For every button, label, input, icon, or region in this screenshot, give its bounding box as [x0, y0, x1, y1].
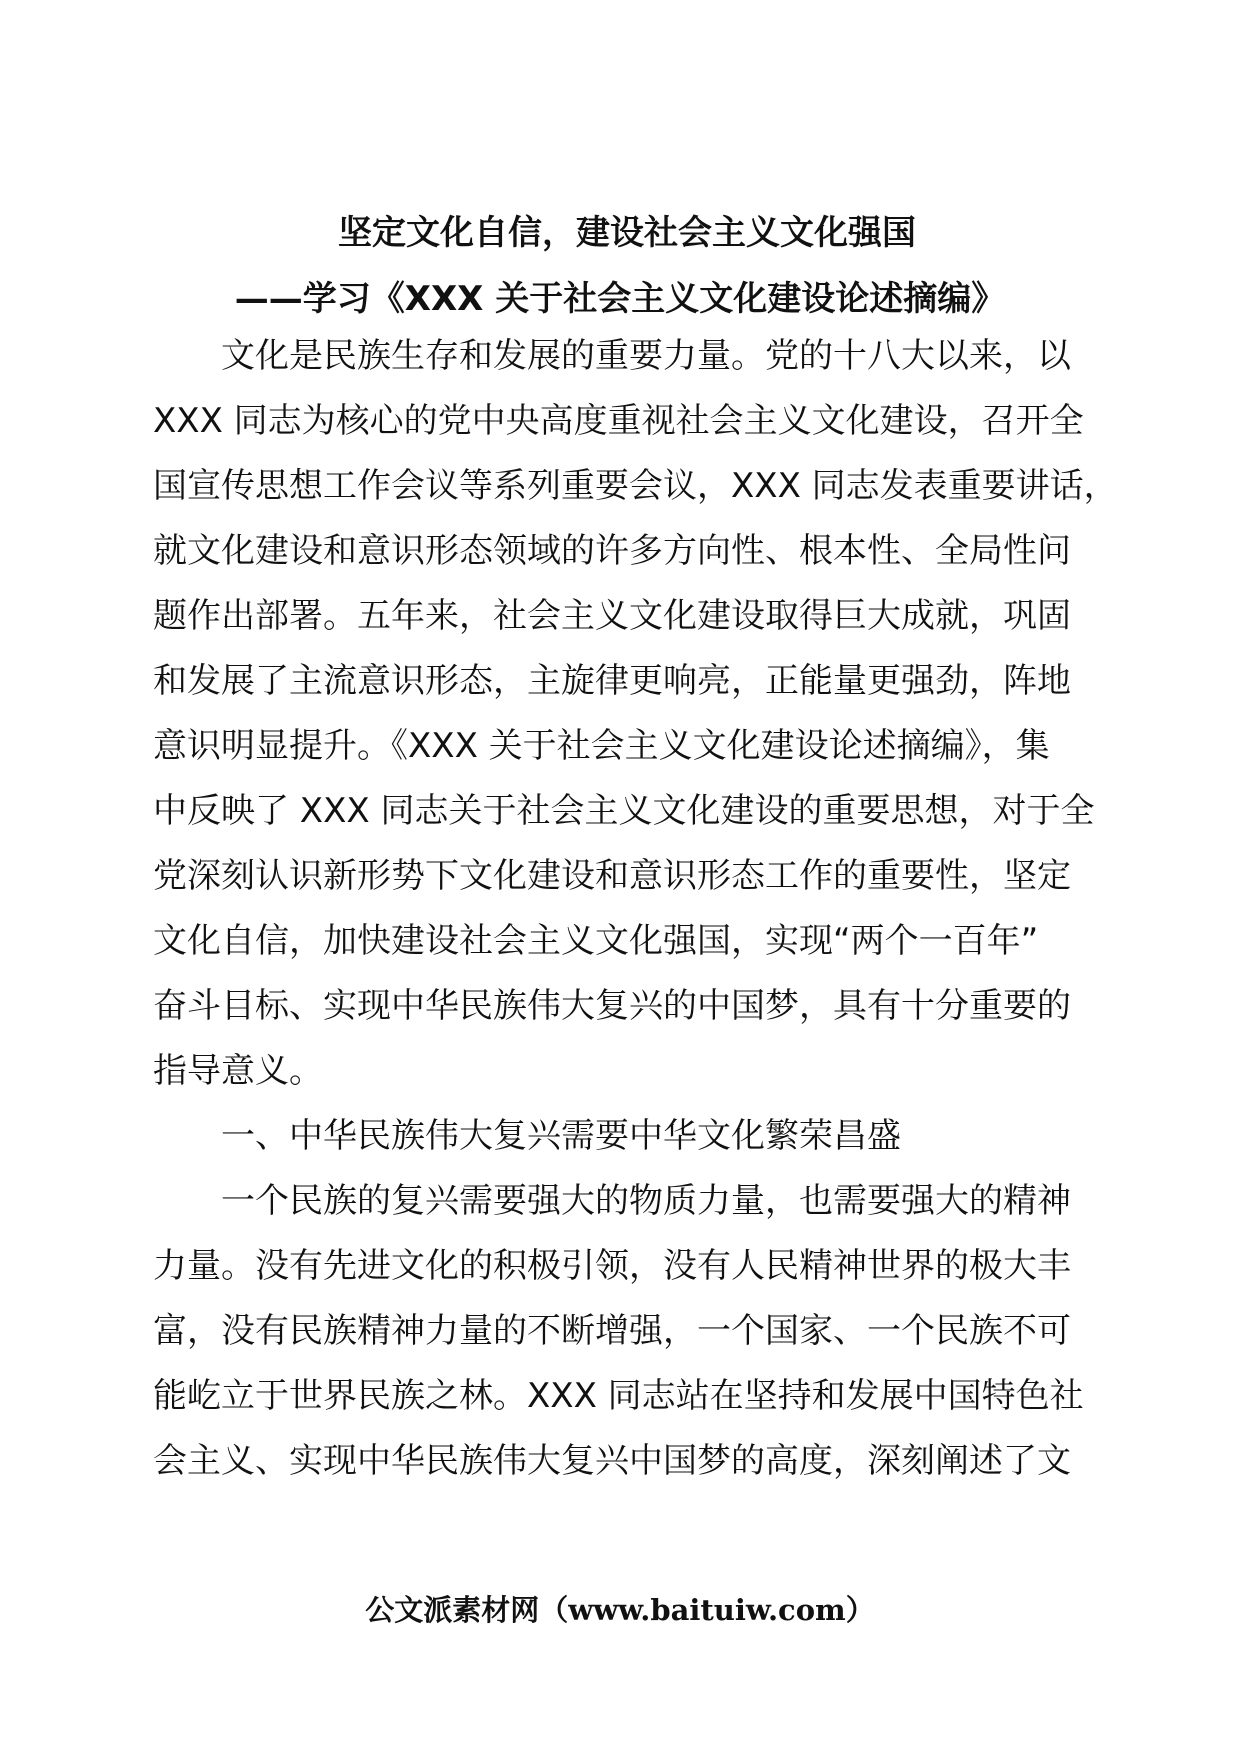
body-line: 富，没有民族精神力量的不断增强，一个国家、一个民族不可: [153, 1311, 1071, 1351]
body-line: 意识明显提升。《XXX 关于社会主义文化建设论述摘编》，集: [153, 726, 1050, 766]
body-line: 就文化建设和意识形态领域的许多方向性、根本性、全局性问: [153, 531, 1071, 571]
body-line: 力量。没有先进文化的积极引领，没有人民精神世界的极大丰: [153, 1246, 1071, 1286]
body-text: [153, 324, 1119, 1494]
title-block: [0, 200, 1240, 332]
body-line: 一个民族的复兴需要强大的物质力量，也需要强大的精神: [153, 1181, 1071, 1221]
footer-watermark: 公文派素材网（www.baituiw.com）: [365, 1593, 875, 1627]
body-line: 国宣传思想工作会议等系列重要会议，XXX 同志发表重要讲话，: [153, 466, 1118, 506]
body-line: 和发展了主流意识形态，主旋律更响亮，正能量更强劲，阵地: [153, 661, 1071, 701]
body-line: XXX 同志为核心的党中央高度重视社会主义文化建设，召开全: [153, 401, 1084, 441]
body-line: 会主义、实现中华民族伟大复兴中国梦的高度，深刻阐述了文: [153, 1441, 1071, 1481]
body-line: 文化自信，加快建设社会主义文化强国，实现“两个一百年”: [153, 921, 1039, 961]
body-line: 指导意义。: [153, 1051, 323, 1091]
document-title: 坚定文化自信，建设社会主义文化强国: [338, 213, 916, 253]
body-line: 奋斗目标、实现中华民族伟大复兴的中国梦，具有十分重要的: [153, 986, 1071, 1026]
body-line: 党深刻认识新形势下文化建设和意识形态工作的重要性，坚定: [153, 856, 1071, 896]
body-line: 题作出部署。五年来，社会主义文化建设取得巨大成就，巩固: [153, 596, 1071, 636]
document-subtitle: ——学习《XXX 关于社会主义文化建设论述摘编》: [234, 279, 1006, 319]
body-line: 能屹立于世界民族之林。XXX 同志站在坚持和发展中国特色社: [153, 1376, 1084, 1416]
body-line: 中反映了 XXX 同志关于社会主义文化建设的重要思想，对于全: [153, 791, 1095, 831]
body-line: 文化是民族生存和发展的重要力量。党的十八大以来，以: [153, 336, 1071, 376]
section-heading: 一、中华民族伟大复兴需要中华文化繁荣昌盛: [153, 1116, 901, 1156]
